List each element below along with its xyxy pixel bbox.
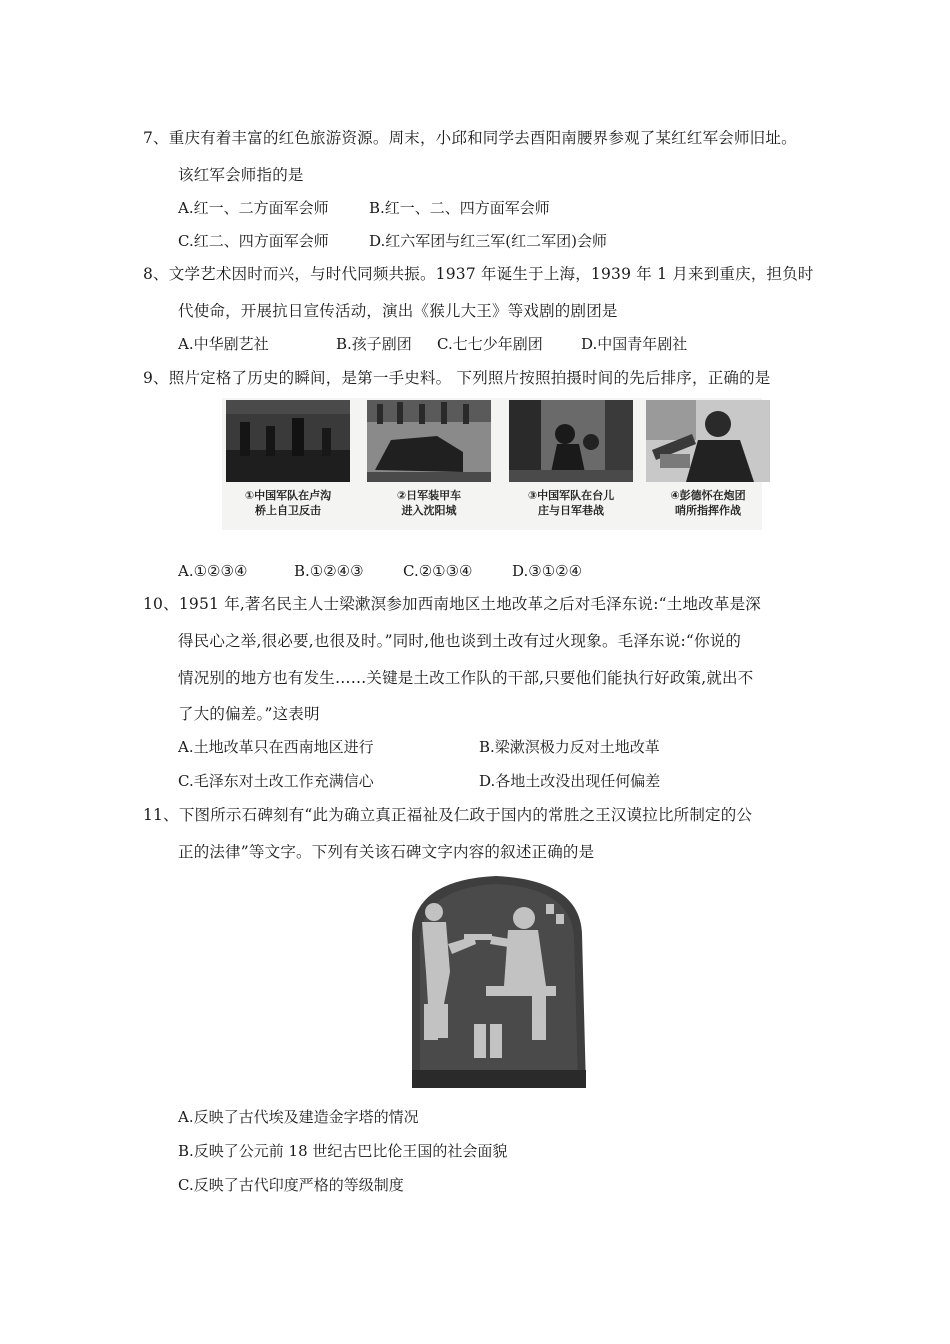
- q9-stem: 9、照片定格了历史的瞬间，是第一手史料。 下列照片按照拍摄时间的先后排序，正确的是: [143, 369, 771, 387]
- q10-option-b: B.梁漱溟极力反对土地改革: [479, 738, 660, 756]
- q10-option-c: C.毛泽东对土改工作充满信心: [178, 772, 374, 790]
- q9-photo-1-caption: ①中国军队在卢沟 桥上自卫反击: [244, 489, 332, 517]
- q9-photo-1: [222, 398, 354, 530]
- q9-photo-strip: [222, 398, 762, 530]
- q10-stem-line2: 得民心之举,很必要,也很及时。”同时,他也谈到土改有过火现象。毛泽东说:“你说的: [178, 632, 742, 650]
- q11-stele-image: [404, 874, 588, 1088]
- q10-option-a: A.土地改革只在西南地区进行: [178, 738, 374, 756]
- q7-option-a: A.红一、二方面军会师: [178, 199, 329, 217]
- q10-stem-line1: 10、1951 年,著名民主人士梁漱溟参加西南地区土地改革之后对毛泽东说:“土地改革是深: [143, 595, 761, 613]
- q8-option-c: C.七七少年剧团: [437, 335, 543, 353]
- q7-option-d: D.红六军团与红三军(红二军团)会师: [369, 232, 607, 250]
- q9-photo-3: [505, 398, 637, 530]
- q9-photo-1-image: [226, 400, 350, 482]
- q11-stem-line1: 11、下图所示石碑刻有“此为确立真正福祉及仁政于国内的常胜之王汉谟拉比所制定的公: [143, 806, 753, 824]
- q9-option-d: D.③①②④: [512, 562, 583, 580]
- q7-option-c: C.红二、四方面军会师: [178, 232, 329, 250]
- q8-stem-line2: 代使命，开展抗日宣传活动，演出《猴儿大王》等戏剧的剧团是: [178, 302, 618, 320]
- q11-stem-line2: 正的法律”等文字。下列有关该石碑文字内容的叙述正确的是: [178, 843, 595, 861]
- q8-option-a: A.中华剧艺社: [178, 335, 269, 353]
- q9-option-b: B.①②④③: [294, 562, 364, 580]
- q9-photo-4: [642, 398, 774, 530]
- q9-photo-3-caption: ③中国军队在台儿 庄与日军巷战: [527, 489, 615, 517]
- q11-option-b: B.反映了公元前 18 世纪古巴比伦王国的社会面貌: [178, 1142, 508, 1160]
- q7-stem-line1: 7、重庆有着丰富的红色旅游资源。周末，小邱和同学去酉阳南腰界参观了某红红军会师旧址。: [143, 129, 797, 147]
- q7-stem-line2: 该红军会师指的是: [178, 166, 304, 184]
- q8-stem-line1: 8、文学艺术因时而兴，与时代同频共振。1937 年诞生于上海，1939 年 1 月来到重庆，担负时: [143, 265, 814, 283]
- q9-photo-4-image: [646, 400, 770, 482]
- q9-option-c: C.②①③④: [403, 562, 473, 580]
- q7-option-b: B.红一、二、四方面军会师: [369, 199, 550, 217]
- q9-photo-2-image: [367, 400, 491, 482]
- q8-option-b: B.孩子剧团: [336, 335, 412, 353]
- q9-photo-2-caption: ②日军装甲车 进入沈阳城: [396, 489, 462, 517]
- q9-photo-2: [363, 398, 495, 530]
- q10-option-d: D.各地土改没出现任何偏差: [479, 772, 661, 790]
- q11-option-a: A.反映了古代埃及建造金字塔的情况: [178, 1108, 419, 1126]
- q10-stem-line3: 情况别的地方也有发生……关键是土改工作队的干部,只要他们能执行好政策,就出不: [178, 669, 754, 687]
- q9-photo-4-caption: ④彭德怀在炮团 哨所指挥作战: [670, 489, 746, 517]
- q9-photo-3-image: [509, 400, 633, 482]
- q11-option-c: C.反映了古代印度严格的等级制度: [178, 1176, 404, 1194]
- q9-option-a: A.①②③④: [178, 562, 248, 580]
- q10-stem-line4: 了大的偏差。”这表明: [178, 705, 320, 723]
- q8-option-d: D.中国青年剧社: [581, 335, 688, 353]
